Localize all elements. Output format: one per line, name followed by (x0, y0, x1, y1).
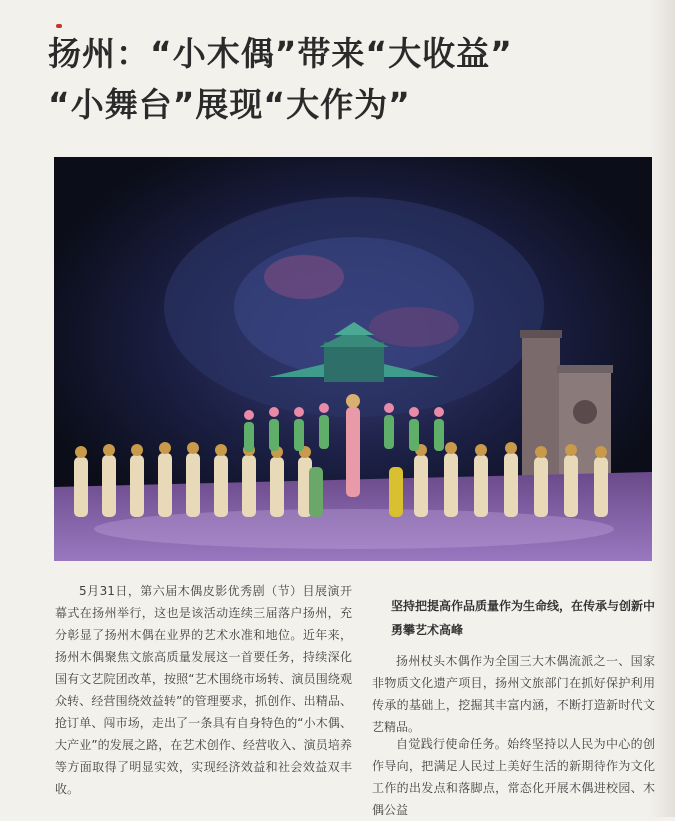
article-paragraph-2: 扬州杖头木偶作为全国三大木偶流派之一、国家非物质文化遗产项目，扬州文旅部门在抓好保护利用传承的基础上，挖掘其丰富内涵，不断打造新时代文艺精品。 (372, 654, 655, 734)
red-corner-mark (56, 24, 62, 28)
article-subheading: 坚持把提高作品质量作为生命线，在传承与创新中勇攀艺术高峰 (391, 599, 656, 637)
stage-performance-photo (54, 157, 652, 561)
article-title-line-2: “小舞台”展现“大作为” (48, 85, 411, 124)
article-paragraph-3: 自觉践行使命任务。始终坚持以人民为中心的创作导向，把满足人民过上美好生活的新期待作为文化工作的出发点和落脚点，常态化开展木偶进校园、木偶公益 (372, 737, 655, 817)
article-title-line-1: 扬州：“小木偶”带来“大收益” (48, 34, 513, 73)
stage-photo-illustration (54, 157, 652, 561)
article-paragraph-1: 5月31日，第六届木偶皮影优秀剧（节）目展演开幕式在扬州举行，这也是该活动连续三届落户扬州，充分彰显了扬州木偶在业界的艺术水准和地位。近年来，扬州木偶聚焦文旅高质量发展这一首要任务，持续深化国有文艺院团改革，按照“艺术围绕市场转、演员围绕观众转、经营围绕效益转”的管理要求，抓创作、出精品、抢订单、闯市场，走出了一条具有自身特色的“小木偶、大产业”的发展之路，在艺术创作、经营收入、演员培养等方面取得了明显实效，实现经济效益和社会效益双丰收。 (55, 584, 352, 796)
